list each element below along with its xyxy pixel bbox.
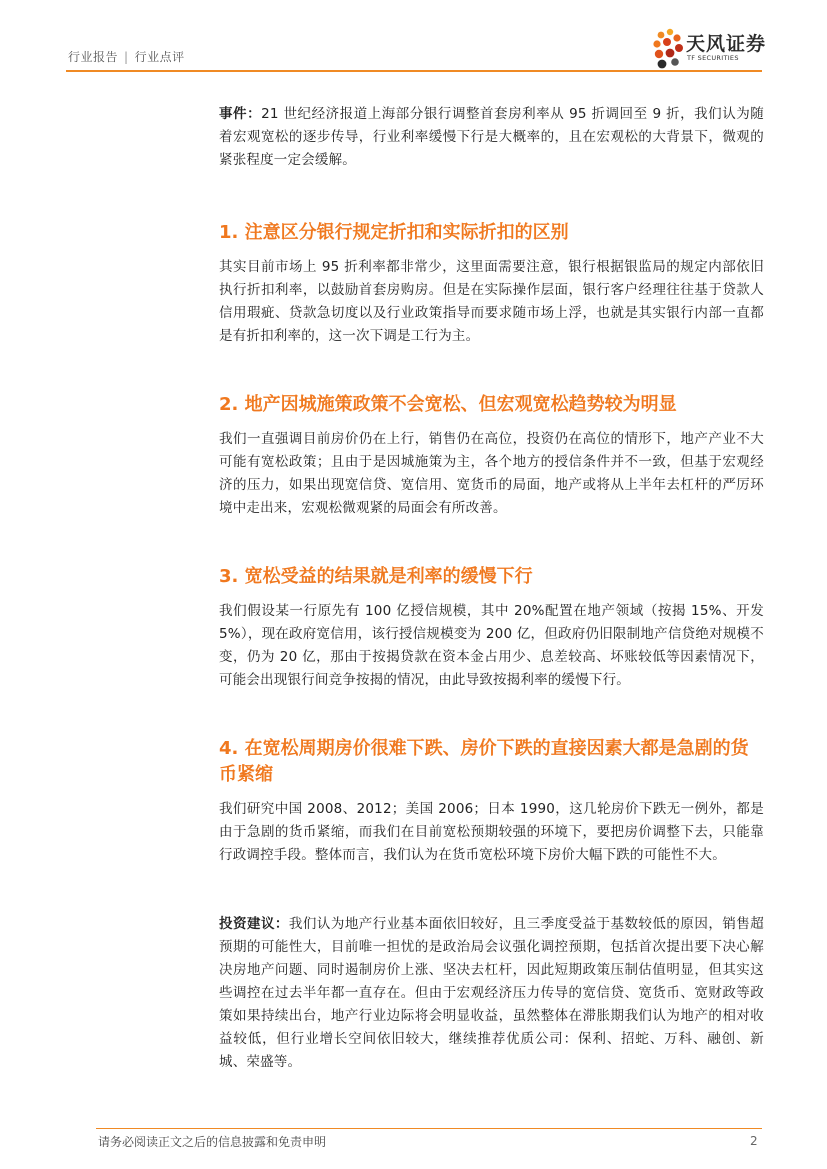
section-3-body: 我们假设某一行原先有 100 亿授信规模，其中 20%配置在地产领域（按揭 15%、开发 5%），现在政府宽信用，该行授信规模变为 200 亿，但政府仍旧限制地产信贷绝对规模不变，仍为 20 亿，那由于按揭贷款在资本金占用少、息差较高、坏账较低等因素情况下，可能会出现银行间竞争按揭的情况，由此导致按揭利率的缓慢下行。 [219, 603, 764, 688]
tf-logo-icon [650, 26, 686, 70]
header-separator: | [124, 50, 129, 64]
report-category [68, 48, 185, 65]
logo-subtitle: TF SECURITIES [687, 54, 739, 62]
recommendation-lead: 投资建议： [219, 916, 289, 932]
page-number: 2 [750, 1134, 758, 1148]
section-2-body: 我们一直强调目前房价仍在上行，销售仍在高位，投资仍在高位的情形下，地产产业不大可能有宽松政策；且由于是因城施策为主，各个地方的授信条件并不一致，但基于宏观经济的压力，如果出现宽信贷、宽信用、宽货币的局面，地产或将从上半年去杠杆的严厉环境中走出来，宏观松微观紧的局面会有所改善。 [219, 431, 764, 516]
logo-name: 天风证券 [686, 33, 767, 55]
event-text: 21 世纪经济报道上海部分银行调整首套房利率从 95 折调回至 9 折，我们认为随着宏观宽松的逐步传导，行业利率缓慢下行是大概率的，且在宏观松的大背景下，微观的紧张程度一定会缓解。 [219, 106, 764, 168]
footer-disclaimer: 请务必阅读正文之后的信息披露和免责申明 [98, 1135, 327, 1149]
event-paragraph [219, 103, 764, 172]
section-1-title: 1. 注意区分银行规定折扣和实际折扣的区别 [219, 222, 569, 243]
footer-divider [96, 1128, 762, 1129]
section-2-title: 2. 地产因城施策政策不会宽松、但宏观宽松趋势较为明显 [219, 394, 677, 415]
section-3-title: 3. 宽松受益的结果就是利率的缓慢下行 [219, 566, 533, 587]
report-subtype: 行业点评 [134, 50, 185, 64]
report-body [219, 103, 764, 1074]
event-lead: 事件： [219, 106, 262, 122]
section-1-body: 其实目前市场上 95 折利率都非常少，这里面需要注意，银行根据银监局的规定内部依旧执行折扣利率，以鼓励首套房购房。但是在实际操作层面，银行客户经理往往基于贷款人信用瑕疵、贷款急切度以及行业政策指导而要求随市场上浮，也就是其实银行内部一直都是有折扣利率的，这一次下调是工行为主。 [219, 259, 764, 344]
header-divider [66, 70, 762, 72]
recommendation-text: 我们认为地产行业基本面依旧较好，且三季度受益于基数较低的原因，销售超预期的可能性大，目前唯一担忧的是政治局会议强化调控预期，包括首次提出要下决心解决房地产问题、同时遏制房价上涨、坚决去杠杆，因此短期政策压制估值明显，但其实这些调控在过去半年都一直存在。但由于宏观经济压力传导的宽信贷、宽货币、宽财政等政策如果持续出台，地产行业边际将会明显收益，虽然整体在滞胀期我们认为地产的相对收益较低，但行业增长空间依旧较大，继续推荐优质公司：保利、招蛇、万科、融创、新城、荣盛等。 [219, 916, 764, 1070]
section-4-body: 我们研究中国 2008、2012；美国 2006；日本 1990，这几轮房价下跌无一例外，都是由于急剧的货币紧缩，而我们在目前宽松预期较强的环境下，要把房价调整下去，只能靠行政调控手段。整体而言，我们认为在货币宽松环境下房价大幅下跌的可能性不大。 [219, 801, 764, 863]
recommendation-paragraph [219, 913, 764, 1074]
report-type: 行业报告 [68, 50, 119, 64]
company-logo [650, 26, 780, 70]
section-4-title: 4. 在宽松周期房价很难下跌、房价下跌的直接因素大都是急剧的货币紧缩 [219, 738, 749, 785]
